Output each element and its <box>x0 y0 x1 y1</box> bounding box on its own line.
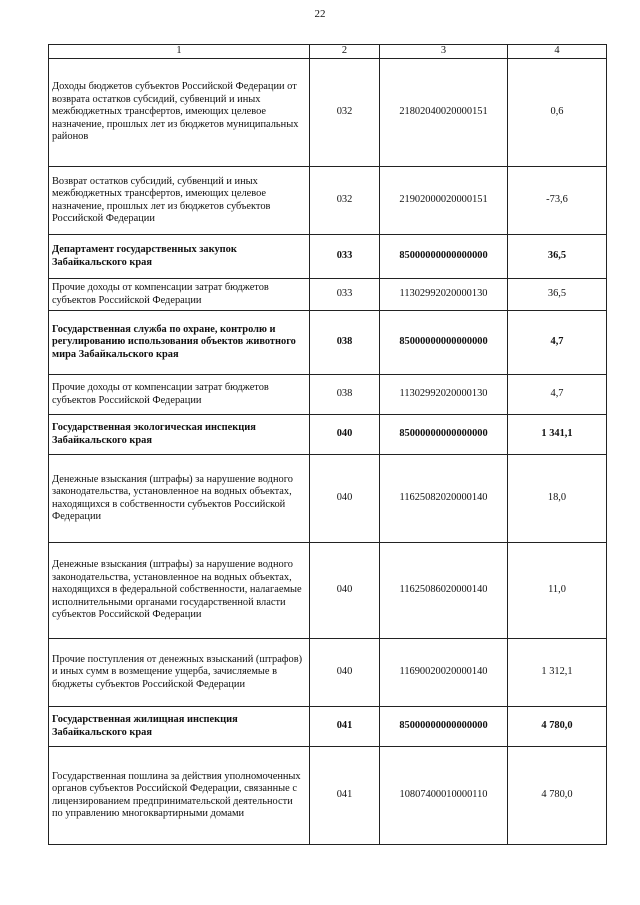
table-row <box>49 375 607 415</box>
row-name: Возврат остатков субсидий, субвенций и иных межбюджетных трансфертов, имеющих целевое назначение, прошлых лет из бюджетов субъектов Российской Федерации <box>49 167 310 235</box>
table-header-row <box>49 45 607 59</box>
row-admin-code: 041 <box>310 747 380 845</box>
row-revenue-code: 10807400010000110 <box>380 747 508 845</box>
row-name: Денежные взыскания (штрафы) за нарушение водного законодательства, установленное на водных объектах, находящихся в федеральной собственности, налагаемые исполнительными органами государственной власти субъектов Российской Федерации <box>49 543 310 639</box>
row-admin-code: 040 <box>310 415 380 455</box>
row-admin-code: 033 <box>310 279 380 311</box>
row-admin-code: 041 <box>310 707 380 747</box>
page-number: 22 <box>314 8 326 20</box>
table-row-department <box>49 707 607 747</box>
row-name: Государственная экологическая инспекция Забайкальского края <box>49 415 310 455</box>
row-amount: -73,6 <box>508 167 607 235</box>
row-amount: 1 341,1 <box>508 415 607 455</box>
row-admin-code: 032 <box>310 167 380 235</box>
table-row <box>49 543 607 639</box>
row-revenue-code: 11690020020000140 <box>380 639 508 707</box>
row-revenue-code: 11625086020000140 <box>380 543 508 639</box>
row-revenue-code: 21902000020000151 <box>380 167 508 235</box>
column-header-admin-code: 2 <box>310 45 380 59</box>
row-amount: 36,5 <box>508 279 607 311</box>
row-name: Прочие доходы от компенсации затрат бюджетов субъектов Российской Федерации <box>49 279 310 311</box>
row-amount: 0,6 <box>508 59 607 167</box>
row-name: Прочие поступления от денежных взысканий (штрафов) и иных сумм в возмещение ущерба, зачисляемые в бюджеты субъектов Российской Федерации <box>49 639 310 707</box>
row-admin-code: 038 <box>310 375 380 415</box>
row-amount: 4,7 <box>508 375 607 415</box>
budget-revenue-table <box>48 44 607 845</box>
column-header-revenue-code: 3 <box>380 45 508 59</box>
row-amount: 4 780,0 <box>508 747 607 845</box>
row-admin-code: 038 <box>310 311 380 375</box>
row-revenue-code: 85000000000000000 <box>380 311 508 375</box>
row-name: Государственная жилищная инспекция Забайкальского края <box>49 707 310 747</box>
row-revenue-code: 21802040020000151 <box>380 59 508 167</box>
table-row-department <box>49 415 607 455</box>
table-row <box>49 747 607 845</box>
column-header-name: 1 <box>49 45 310 59</box>
row-name: Государственная пошлина за действия уполномоченных органов субъектов Российской Федерации, связанные с лицензированием предпринимательской деятельности по управлению многоквартирными домами <box>49 747 310 845</box>
row-revenue-code: 85000000000000000 <box>380 415 508 455</box>
table-row-department <box>49 311 607 375</box>
table-row <box>49 167 607 235</box>
row-revenue-code: 85000000000000000 <box>380 235 508 279</box>
row-revenue-code: 11625082020000140 <box>380 455 508 543</box>
row-amount: 36,5 <box>508 235 607 279</box>
row-revenue-code: 11302992020000130 <box>380 279 508 311</box>
table-row <box>49 279 607 311</box>
row-admin-code: 032 <box>310 59 380 167</box>
table-row-department <box>49 235 607 279</box>
row-admin-code: 040 <box>310 639 380 707</box>
row-admin-code: 040 <box>310 543 380 639</box>
row-revenue-code: 85000000000000000 <box>380 707 508 747</box>
row-name: Департамент государственных закупок Забайкальского края <box>49 235 310 279</box>
row-admin-code: 033 <box>310 235 380 279</box>
row-admin-code: 040 <box>310 455 380 543</box>
table-row <box>49 639 607 707</box>
row-name: Денежные взыскания (штрафы) за нарушение водного законодательства, установленное на водных объектах, находящихся в собственности субъектов Российской Федерации <box>49 455 310 543</box>
column-header-amount: 4 <box>508 45 607 59</box>
table-row <box>49 59 607 167</box>
row-amount: 1 312,1 <box>508 639 607 707</box>
row-amount: 4,7 <box>508 311 607 375</box>
row-amount: 11,0 <box>508 543 607 639</box>
table-row <box>49 455 607 543</box>
row-amount: 4 780,0 <box>508 707 607 747</box>
row-revenue-code: 11302992020000130 <box>380 375 508 415</box>
row-name: Доходы бюджетов субъектов Российской Федерации от возврата остатков субсидий, субвенций и иных межбюджетных трансфертов, имеющих целевое назначение, прошлых лет из бюджетов муниципальных районов <box>49 59 310 167</box>
row-name: Государственная служба по охране, контролю и регулированию использования объектов животного мира Забайкальского края <box>49 311 310 375</box>
row-name: Прочие доходы от компенсации затрат бюджетов субъектов Российской Федерации <box>49 375 310 415</box>
row-amount: 18,0 <box>508 455 607 543</box>
